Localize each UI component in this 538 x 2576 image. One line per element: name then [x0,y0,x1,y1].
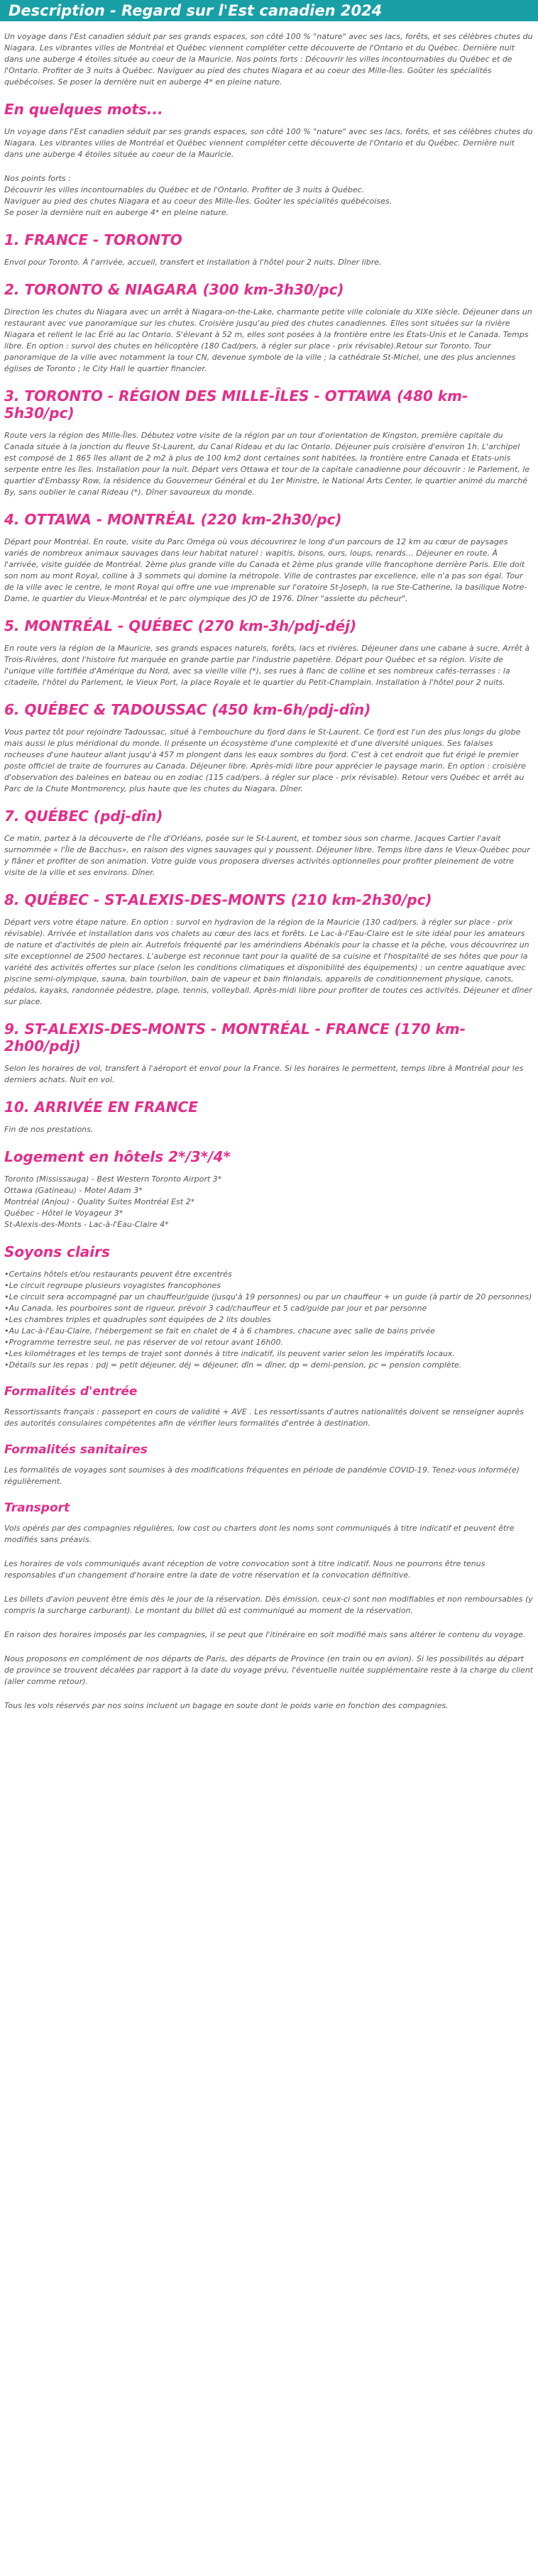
day-title: 6. QUÉBEC & TADOUSSAC (450 km-6h/pdj-dîn) [4,701,371,718]
points-forts-item: Naviguer au pied des chutes Niagara et au coeur des Mille-Îles. Goûter les spécialités québécoises. [4,197,392,206]
day-text: Vous partez tôt pour rejoindre Tadoussac, situé à l'embouchure du fjord dans le St-Laurent. Ce fjord est l'un des plus longs du globe mais aussi le plus méridional du monde. Il présente un écosystème d'une complexité et d'une diversité uniques. Ses falaises rocheuses d'une hauteur allant jusqu'à 457 m plongent dans les eaux sombres du fjord. C'est à cet endroit que fut érigé le premier poste officiel de traite de fourrures au Canada. Déjeuner libre. Après-midi libre pour apprécier le paysage marin. En option : croisière d'observation des baleines en bateau ou en zodiac (115 cad/pers. à régler sur place - prix révisable). Retour vers Québec et arrêt au Parc de la Chute Montmorency, plus haute que les chutes du Niagara. Dîner. [4,727,526,793]
transport-paragraph: Les horaires de vols communiqués avant réception de votre convocation sont à titre indicatif. Nous ne pourrons être tenus responsables d'un changement d'horaire entre la date de votre réservation et la convocation définitive. [4,1559,485,1580]
day-text: Direction les chutes du Niagara avec un arrêt à Niagara-on-the-Lake, charmante petite ville coloniale du XIXe siècle. Déjeuner dans un restaurant avec vue panoramique sur les chutes. Croisière jusqu'au pied des chutes canadiennes. Elles sont situées sur la rivière Niagara et relient le lac Érié au lac Ontario. S'élevant à 52 m, elles sont posées à la frontière entre les États-Unis et le Canada. Temps libre. En option : survol des chutes en hélicoptère (180 Cad/pers, à régler sur place - prix révisable).Retour sur Toronto. Tour panoramique de la ville avec notamment la tour CN, devenue symbole de la ville ; la cathédrale St-Michel, une des plus anciennes églises de Toronto ; le City Hall le quartier financier. [4,307,532,373]
transport-paragraph: En raison des horaires imposés par les compagnies, il se peut que l'itinéraire en soit modifié mais sans altérer le contenu du voyage. [4,1630,526,1639]
points-forts-item: Se poser la dernière nuit en auberge 4* en pleine nature. [4,208,229,217]
day-text: Selon les horaires de vol, transfert à l'aéroport et envol pour la France. Si les horaires le permettent, temps libre à Montréal pour les derniers achats. Nuit en vol. [4,1064,524,1084]
clear-list [4,1269,534,1371]
page-title-banner: Description - Regard sur l'Est canadien 2024 [0,0,538,21]
clear-title: Soyons clairs [4,1243,110,1260]
day-title: 4. OTTAWA - MONTRÉAL (220 km-2h30/pc) [4,511,342,528]
day-section [4,387,534,498]
day-section [4,617,534,688]
clear-item: • Les chambres triples et quadruples sont équipées de 2 lits doubles [4,1314,534,1326]
day-section [4,701,534,795]
day-title: 1. FRANCE - TORONTO [4,231,182,248]
points-forts-item: Découvrir les villes incontournables du Québec et de l'Ontario. Profiter de 3 nuits à Québec. [4,185,365,194]
clear-item: • Au Lac-à-l'Eau-Claire, l'hébergement se fait en chalet de 4 à 6 chambres, chacune avec salle de bains privée [4,1326,534,1337]
day-section [4,808,534,879]
day-title: 3. TORONTO - RÉGION DES MILLE-ÎLES - OTTAWA (480 km-5h30/pc) [4,387,468,422]
hotel-line: Ottawa (Gatineau) - Motel Adam 3* [4,1186,143,1195]
hotel-line: Toronto (Mississauga) - Best Western Toronto Airport 3* [4,1174,222,1184]
day-title: 8. QUÉBEC - ST-ALEXIS-DES-MONTS (210 km-2h30/pc) [4,891,432,908]
day-section [4,281,534,375]
day-section [4,891,534,1008]
clear-item: • Certains hôtels et/ou restaurants peuvent être excentrés [4,1269,534,1280]
sanitaires-title: Formalités sanitaires [4,1443,148,1457]
points-forts-label: Nos points forts : [4,174,71,183]
day-section [4,1099,534,1135]
day-text: En route vers la région de la Mauricie, ses grands espaces naturels, forêts, lacs et rivières. Déjeuner dans une cabane à sucre. Arrêt à Trois-Rivières, dont l'histoire fut marquée en grande partie par l'industrie papetière. Départ pour Québec et sa région. Visite de l'unique ville fortifiée d'Amérique du Nord, avec sa vieille ville (*), ses rues à flanc de colline et ses nombreux cafés-terrasses : la citadelle, l'hôtel du Parlement, le Vieux Port, la place Royale et le quartier du Petit-Champlain. Installation à l'hôtel pour 2 nuits. [4,644,530,687]
day-text: Envol pour Toronto. À l'arrivée, accueil, transfert et installation à l'hôtel pour 2 nuits. Dîner libre. [4,258,382,267]
clear-item: • Détails sur les repas : pdj = petit déjeuner, déj = déjeuner, dîn = dîner, dp = demi-pension, pc = pension complète. [4,1360,534,1371]
day-title: 10. ARRIVÉE EN FRANCE [4,1099,198,1116]
day-title: 5. MONTRÉAL - QUÉBEC (270 km-3h/pdj-déj) [4,617,357,634]
transport-paragraph: Les billets d'avion peuvent être émis dès le jour de la réservation. Dès émission, ceux-ci sont non modifiables et non remboursables (y compris la surcharge carburant). Le montant du billet dû est communiqué au moment de la réservation. [4,1595,533,1615]
clear-item: • Le circuit regroupe plusieurs voyagistes francophones [4,1280,534,1292]
clear-item: • Le circuit sera accompagné par un chauffeur/guide (jusqu'à 19 personnes) ou par un chauffeur + un guide (à partir de 20 personnes) [4,1292,534,1303]
hotel-line: Montréal (Anjou) - Quality Suites Montréal Est 2* [4,1197,195,1206]
day-section [4,231,534,268]
transport-paragraph: Nous proposons en complément de nos départs de Paris, des départs de Province (en train ou en avion). Si les possibilités au départ de province se trouvent décalées par rapport à la date du voyage prévu, l'éventuelle nuitée supplémentaire reste à la charge du client (aller comme retour). [4,1654,534,1686]
day-text: Route vers la région des Mille-Îles. Débutez votre visite de la région par un tour d'orientation de Kingston, première capitale du Canada située à la jonction du fleuve St-Laurent, du Canal Rideau et du lac Ontario. Déjeuner puis croisière d'environ 1h. L'archipel est composé de 1 865 îles allant de 2 m2 à plus de 100 km2 dont certaines sont habitées, la frontière entre Canada et Etats-unis serpente entre les îles. Installation pour la nuit. Départ vers Ottawa et tour de la capitale canadienne pour découvrir : le Parlement, le quartier d'Embassy Row, la résidence du Gouverneur Général et du 1er Ministre, le National Arts Center, le quartier animé du marché By, sans oublier le canal Rideau (*). Dîner savoureux du monde. [4,431,530,497]
transport-title: Transport [4,1501,70,1515]
intro-paragraph: Un voyage dans l'Est canadien séduit par ses grands espaces, son côté 100 % "nature" avec ses lacs, forêts, et ses célèbres chutes du Niagara. Les vibrantes villes de Montréal et Québec viennent compléter cette découverte de l'Ontario et du Québec. Dernière nuit dans une auberge 4 étoiles située au coeur de la Mauricie. Nos points forts : Découvrir les villes incontournables du Québec et de l'Ontario. Profiter de 3 nuits à Québec. Naviguer au pied des chutes Niagara et au coeur des Mille-Îles. Goûter les spécialités québécoises. Se poser la dernière nuit en auberge 4* en pleine nature. [4,32,533,87]
transport-paragraph: Tous les vols réservés par nos soins incluent un bagage en soute dont le poids varie en fonction des compagnies. [4,1701,449,1710]
summary-paragraph: Un voyage dans l'Est canadien séduit par ses grands espaces, son côté 100 % "nature" avec ses lacs, forêts, et ses célèbres chutes du Niagara. Les vibrantes villes de Montréal et Québec viennent compléter cette découverte de l'Ontario et du Québec. Dernière nuit dans une auberge 4 étoiles située au coeur de la Mauricie. [4,127,533,159]
day-section [4,511,534,605]
day-title: 9. ST-ALEXIS-DES-MONTS - MONTRÉAL - FRANCE (170 km-2h00/pdj) [4,1020,466,1055]
clear-item: • Les kilométrages et les temps de trajet sont donnés à titre indicatif, ils peuvent varier selon les impératifs locaux. [4,1348,534,1360]
hotel-line: St-Alexis-des-Monts - Lac-à-l'Eau-Claire 4* [4,1220,169,1229]
clear-item: • Programme terrestre seul, ne pas réserver de vol retour avant 16h00. [4,1337,534,1348]
sanitaires-text: Les formalités de voyages sont soumises à des modifications fréquentes en période de pandémie COVID-19. Tenez-vous informé(e) régulièrement. [4,1465,520,1486]
summary-title: En quelques mots... [4,101,163,118]
day-text: Ce matin, partez à la découverte de l'Île d'Orléans, posée sur le St-Laurent, et tombez sous son charme. Jacques Cartier l'avait surnommée « l'Île de Bacchus», en raison des vignes sauvages qui y poussent. Déjeuner libre. Temps libre dans le Vieux-Québec pour y flâner et profiter de son animation. Votre guide vous proposera diverses activités optionnelles pour profiter pleinement de votre visite de la ville et ses environs. Dîner. [4,834,530,877]
hotel-line: Québec - Hôtel le Voyageur 3* [4,1209,123,1218]
clear-item: • Au Canada, les pourboires sont de rigueur, prévoir 3 cad/chauffeur et 5 cad/guide par jour et par personne [4,1303,534,1314]
formalites-title: Formalités d'entrée [4,1385,138,1399]
main-content [0,31,538,1712]
day-section [4,1020,534,1086]
hotels-title: Logement en hôtels 2*/3*/4* [4,1148,231,1165]
day-title: 2. TORONTO & NIAGARA (300 km-3h30/pc) [4,281,344,298]
day-text: Départ pour Montréal. En route, visite du Parc Oméga où vous découvrirez le long d'un parcours de 12 km au cœur de paysages variés de nombreux animaux sauvages dans leur habitat naturel : wapitis, bisons, ours, loups, renards… Déjeuner en route. À l'arrivée, visite guidée de Montréal. 2ème plus grande ville du Canada et 2ème plus grande ville francophone derrière Paris. Elle doit son nom au mont Royal, colline à 3 sommets qui domine la métropole. Ville de contrastes par excellence, elle n'a pas son égal. Tour de la ville avec le centre, le mont Royal qui offre une vue imprenable sur l'oratoire St-Joseph, la rue Ste-Catherine, la basilique Notre-Dame, le quartier du Vieux-Montréal et le parc olympique des JO de 1976. Dîner "assiette du pêcheur". [4,537,527,603]
day-text: Fin de nos prestations. [4,1125,94,1134]
formalites-text: Ressortissants français : passeport en cours de validité + AVE . Les ressortissants d'autres nationalités doivent se renseigner auprès des autorités consulaires compétentes afin de vérifier leurs formalités d'entrée à destination. [4,1407,525,1428]
day-title: 7. QUÉBEC (pdj-dîn) [4,808,163,825]
day-text: Départ vers votre étape nature. En option : survol en hydravion de la région de la Mauricie (130 cad/pers. à régler sur place - prix révisable). Arrivée et installation dans vos chalets au cœur des lacs et forêts. Le Lac-à-l'Eau-Claire est le site idéal pour les amateurs de nature et d'activités de plein air. Autrefois fréquenté par les amérindiens Abénakis pour la chasse et la pêche, vous découvrirez un site exceptionnel de 2500 hectares. L'auberge est reconnue tant pour la qualité de sa cuisine et l'hospitalité de ses hôtes que pour la variété des activités offertes sur place (selon les conditions climatiques et disponibilité des équipements) : un centre aquatique avec piscine semi-olympique, sauna, bain tourbillon, bain de vapeur et bain finlandais, appareils de conditionnement physique, canots, pédalos, kayaks, randonnée pédestre, plage, tennis, volleyball. Après-midi libre pour profiter de toutes ces activités. Déjeuner et dîner sur place. [4,918,532,1006]
transport-paragraph: Vols opérés par des compagnies régulières, low cost ou charters dont les noms sont communiqués à titre indicatif et peuvent être modifiés sans préavis. [4,1524,515,1544]
